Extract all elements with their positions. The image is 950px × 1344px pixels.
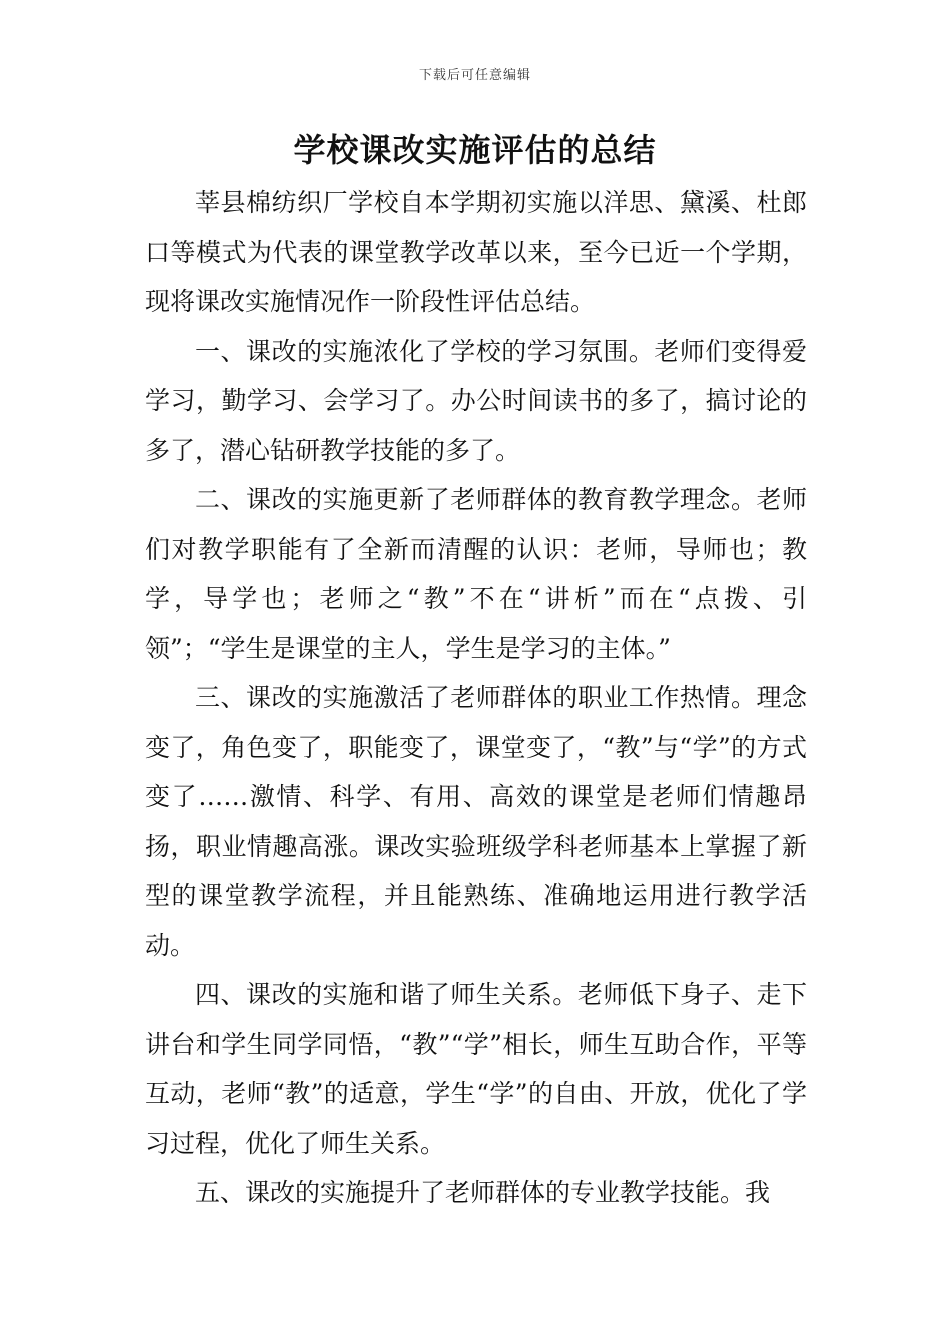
header-note: 下载后可任意编辑 [418, 68, 531, 83]
document-body [145, 178, 807, 1218]
paragraph-3: 三、课改的实施激活了老师群体的职业工作热情。理念变了，角色变了，职能变了，课堂变了，“教”与“学”的方式变了……激情、科学、有用、高效的课堂是老师们情趣昂扬，职业情趣高涨。课改实验班级学科老师基本上掌握了新型的课堂教学流程，并且能熟练、准确地运用进行教学活动。 [145, 683, 807, 960]
paragraph-2: 二、课改的实施更新了老师群体的教育教学理念。老师们对教学职能有了全新而清醒的认识：老师，导师也；教学，导学也；老师之“教”不在“讲析”而在“点拨、引领”；“学生是课堂的主人，学生是学习的主体。” [145, 485, 807, 663]
paragraph-5: 五、课改的实施提升了老师群体的专业教学技能。我 [195, 1178, 771, 1207]
paragraph-intro: 莘县棉纺织厂学校自本学期初实施以洋思、黛溪、杜郎口等模式为代表的课堂教学改革以来，至今已近一个学期，现将课改实施情况作一阶段性评估总结。 [145, 188, 807, 316]
paragraph-4: 四、课改的实施和谐了师生关系。老师低下身子、走下讲台和学生同学同悟，“教”“学”相长，师生互助合作，平等互动，老师“教”的适意，学生“学”的自由、开放，优化了学习过程，优化了师生关系。 [145, 980, 807, 1158]
document-title: 学校课改实施评估的总结 [293, 131, 657, 169]
paragraph-1: 一、课改的实施浓化了学校的学习氛围。老师们变得爱学习，勤学习、会学习了。办公时间读书的多了，搞讨论的多了，潜心钻研教学技能的多了。 [145, 336, 807, 465]
